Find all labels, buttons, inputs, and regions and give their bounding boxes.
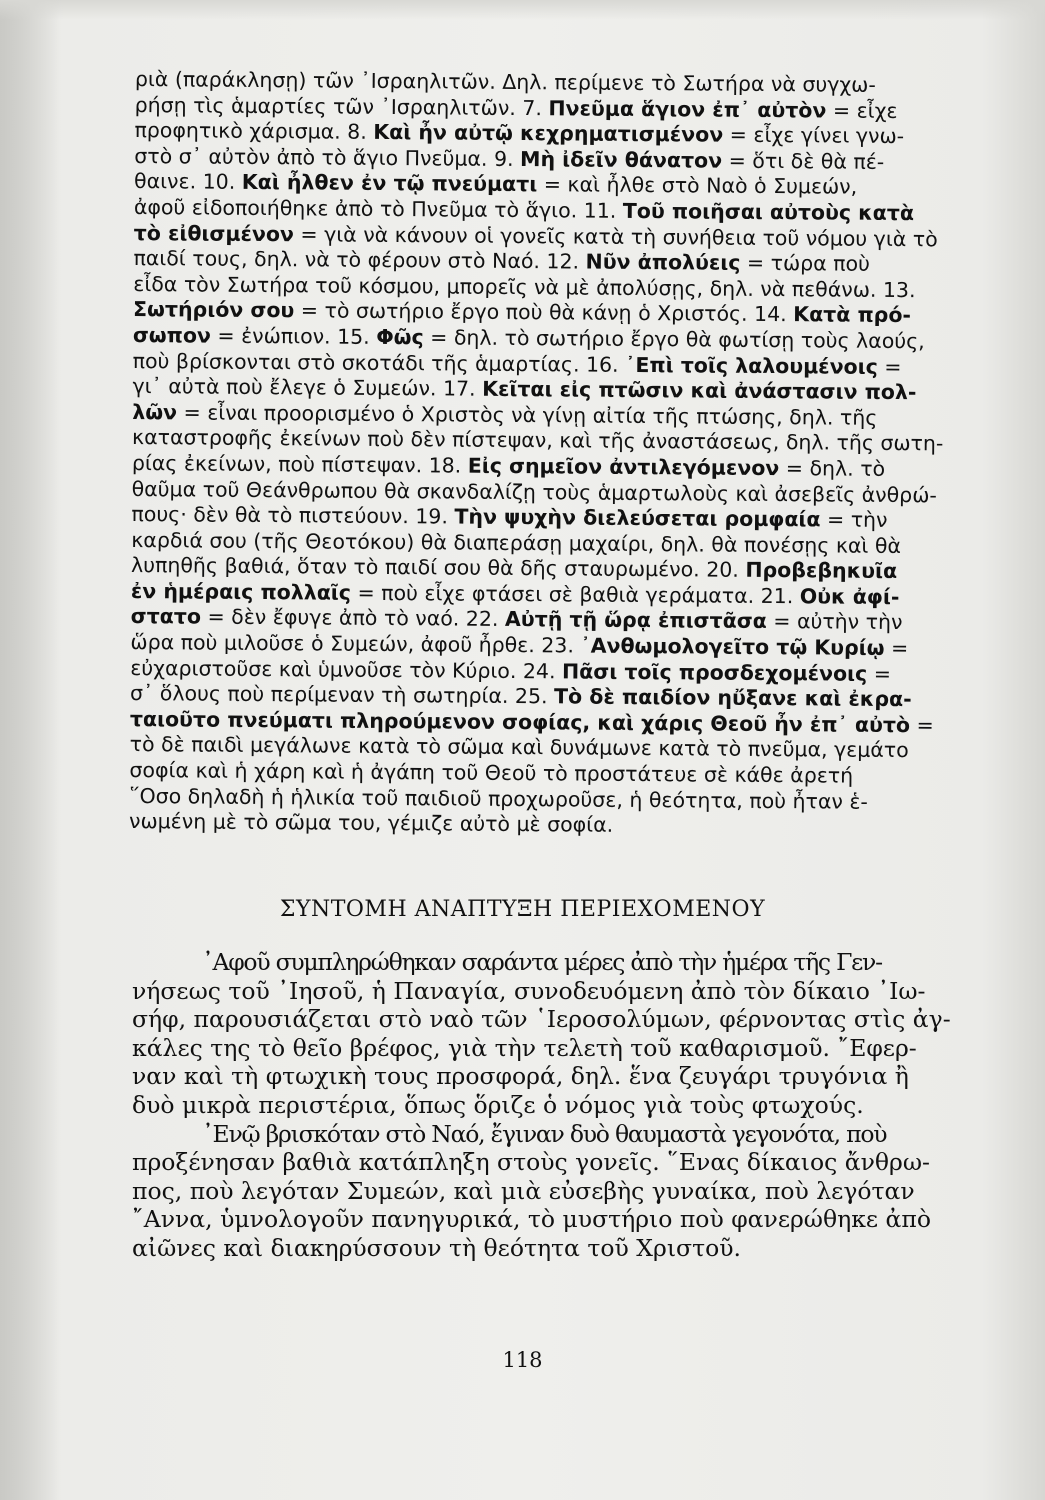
glossary-text: = ἐνώπιον. 15. (210, 323, 377, 349)
glossary-text: = αὐτὴν τὴν (766, 609, 903, 635)
glossary-text: = ποὺ εἶχε φτάσει σὲ βαθιὰ γεράματα. 21. (350, 580, 800, 609)
glossary-text: ἀφοῦ εἰδοποιήθηκε ἀπὸ τὸ Πνεῦμα τὸ ἅγιο. 11. (133, 194, 623, 223)
glossary-term: Κεῖται εἰς πτῶσιν καὶ ἀνάστασιν πολ- (482, 376, 917, 405)
glossary-text: παιδί τους, δηλ. νὰ τὸ φέρουν στὸ Ναό. 12. (133, 246, 586, 274)
glossary-text: ριὰ (παράκλησῃ) τῶν ᾿Ισραηλιτῶν. Δηλ. περίμενε τὸ Σωτήρα νὰ συγχω- (134, 67, 876, 97)
section-title: ΣΥΝΤΟΜΗ ΑΝΑΠΤΥΞΗ ΠΕΡΙΕΧΟΜΕΝΟΥ (279, 897, 766, 922)
glossary-term: Τὴν ψυχὴν διελεύσεται ρομφαία (454, 504, 821, 532)
glossary-term: Σωτήριόν σου (133, 297, 295, 323)
body-line: προξένησαν βαθιὰ κατάπληξη στοὺς γονεῖς. ῞Ενας δίκαιος ἄνθρω- (132, 1148, 930, 1177)
body-line: πος, ποὺ λεγόταν Συμεών, καὶ μιὰ εὐσεβὴς γυναίκα, ποὺ λεγόταν (132, 1176, 915, 1205)
glossary-text: ρήσῃ τὶς ἁμαρτίες τῶν ᾿Ισραηλιτῶν. 7. (134, 92, 549, 120)
glossary-text: καρδιά σου (τῆς Θεοτόκου) θὰ διαπεράσῃ μαχαίρι, δηλ. θὰ πονέσῃς καὶ θὰ (131, 527, 902, 558)
glossary-text: ὥρα ποὺ μιλοῦσε ὁ Συμεών, ἀφοῦ ἦρθε. 23. (130, 630, 581, 658)
glossary-term: Αὐτῇ τῇ ὥρᾳ ἐπιστᾶσα (504, 607, 767, 634)
glossary-text: = γιὰ νὰ κάνουν οἱ γονεῖς κατὰ τὴ συνήθεια τοῦ νόμου γιὰ τὸ (293, 221, 938, 251)
glossary-text: πους· δὲν θὰ τὸ πιστεύουν. 19. (131, 502, 455, 529)
glossary-term: Πνεῦμα ἅγιον ἐπ᾿ αὐτὸν (548, 95, 827, 123)
glossary-text: θαινε. 10. (134, 169, 242, 195)
glossary-term: ᾿Επὶ τοῖς λαλουμένοις (625, 352, 878, 379)
glossary-text: = εἶχε γίνει γνω- (723, 122, 905, 149)
glossary-text: = (867, 661, 892, 686)
glossary-text: στὸ σ᾿ αὐτὸν ἀπὸ τὸ ἅγιο Πνεῦμα. 9. (134, 143, 521, 171)
glossary-term: σωπον (132, 322, 212, 348)
page-top-shadow (0, 0, 1045, 20)
glossary-text: = τώρα ποὺ (740, 250, 871, 276)
glossary-term: λῶν (132, 399, 178, 425)
glossary-term: ἐν ἡμέραις πολλαῖς (130, 578, 352, 605)
glossary-text: = δηλ. τὸ (779, 455, 886, 481)
glossary-text: εὐχαριστοῦσε καὶ ὑμνοῦσε τὸν Κύριο. 24. (130, 655, 563, 684)
glossary-term: Τὸ δὲ παιδίον ηὔξανε καὶ ἐκρα- (554, 684, 912, 712)
glossary-text: = εἶναι προορισμένο ὁ Χριστὸς νὰ γίνῃ αἰτία τῆς πτώσης, δηλ. τῆς (176, 400, 878, 430)
glossary-term: Κατὰ πρό- (793, 302, 912, 328)
glossary-text: = εἶχε (826, 98, 898, 123)
glossary-term: Καὶ ἦλθεν ἐν τῷ πνεύματι (241, 170, 538, 197)
glossary-term: Νῦν ἀπολύεις (585, 249, 741, 275)
glossary-term: Οὐκ ἀφί- (799, 584, 900, 609)
glossary-term: Πᾶσι τοῖς προσδεχομένοις (561, 659, 868, 686)
glossary-term: Τοῦ ποιῆσαι αὐτοὺς κατὰ (622, 198, 915, 226)
glossary-text: = (909, 712, 934, 738)
glossary-term: στατο (130, 604, 202, 630)
glossary-text: ῞Οσο δηλαδὴ ἡ ἡλικία τοῦ παιδιοῦ προχωροῦσε, ἡ θεότητα, ποὺ ἦταν ἑ- (129, 783, 868, 814)
glossary-text: εἶδα τὸν Σωτήρα τοῦ κόσμου, μπορεῖς νὰ μὲ ἀπολύσῃς, δηλ. νὰ πεθάνω. 13. (133, 271, 916, 302)
glossary-text: = δὲν ἔφυγε ἀπὸ τὸ ναό. 22. (200, 605, 506, 632)
glossary-text: = δηλ. τὸ σωτήριο ἔργο θὰ φωτίσῃ τοὺς λαούς, (423, 325, 925, 354)
glossary-text: = (884, 635, 909, 661)
glossary-term: Φῶς (376, 324, 424, 350)
glossary-text: = τὴν (820, 507, 888, 533)
glossary-text: = τὸ σωτήριο ἔργο ποὺ θὰ κάνῃ ὁ Χριστός. 14. (294, 298, 794, 327)
glossary-text: ποὺ βρίσκονται στὸ σκοτάδι τῆς ἁμαρτίας. 16. (132, 348, 626, 377)
content-summary (132, 948, 972, 1263)
glossary-term: τὸ εἰθισμένον (133, 220, 295, 246)
glossary-term: ταιοῦτο πνεύματι πληρούμενον σοφίας, καὶ χάρις Θεοῦ ἦν ἐπ᾿ αὐτὸ (129, 706, 911, 737)
glossary-term: Εἰς σημεῖον ἀντιλεγόμενον (467, 453, 780, 480)
glossary-text: σοφία καὶ ἡ χάρη καὶ ἡ ἀγάπη τοῦ Θεοῦ τὸ προστάτευε σὲ κάθε ἀρετή (129, 758, 854, 788)
body-line: δυὸ μικρὰ περιστέρια, ὅπως ὅριζε ὁ νόμος γιὰ τοὺς φτωχούς. (132, 1090, 864, 1119)
glossary-text: ρίας ἐκείνων, ποὺ πίστεψαν. 18. (131, 450, 468, 478)
glossary-term: Καὶ ἦν αὐτῷ κεχρηματισμένον (373, 120, 724, 147)
page-gutter-shadow (0, 0, 60, 1500)
glossary-text: σ᾿ ὅλους ποὺ περίμεναν τὴ σωτηρία. 25. (129, 681, 555, 709)
body-line: ᾿Ενῷ βρισκόταν στὸ Ναό, ἔγιναν δυὸ θαυμαστὰ γεγονότα, ποὺ (202, 1119, 887, 1148)
glossary-text: = ὅτι δὲ θὰ πέ- (722, 148, 885, 174)
glossary-text: προφητικὸ χάρισμα. 8. (134, 118, 374, 145)
glossary-text: = (877, 354, 902, 379)
glossary-notes (129, 67, 975, 841)
glossary-text: καταστροφῆς ἐκείνων ποὺ δὲν πίστεψαν, καὶ τῆς ἀναστάσεως, δηλ. τῆς σωτη- (131, 425, 944, 456)
body-line: νήσεως τοῦ ᾿Ιησοῦ, ἡ Παναγία, συνοδευόμενη ἀπὸ τὸν δίκαιο ᾿Ιω- (132, 976, 926, 1005)
body-line: ναν καὶ τὴ φτωχικὴ τους προσφορά, δηλ. ἕνα ζευγάρι τρυγόνια ἢ (132, 1062, 909, 1091)
glossary-text: θαῦμα τοῦ Θεάνθρωπου θὰ σκανδαλίζῃ τοὺς ἁμαρτωλοὺς καὶ ἀσεβεῖς ἀνθρώ- (131, 476, 937, 507)
body-line: κάλες της τὸ θεῖο βρέφος, γιὰ τὴν τελετὴ τοῦ καθαρισμοῦ. ῎Εφερ- (132, 1033, 917, 1062)
glossary-term: ᾿Ανθωμολογεῖτο τῷ Κυρίῳ (580, 633, 885, 660)
glossary-text: = καὶ ἦλθε στὸ Ναὸ ὁ Συμεών, (537, 172, 858, 200)
body-line: ᾿Αφοῦ συμπληρώθηκαν σαράντα μέρες ἀπὸ τὴν ἡμέρα τῆς Γεν- (202, 948, 882, 976)
body-line: σήφ, παρουσιάζεται στὸ ναὸ τῶν ῾Ιεροσολύμων, φέρνοντας στὶς ἀγ- (132, 1005, 951, 1034)
page-number: 118 (502, 1348, 543, 1372)
body-line: αἰῶνες καὶ διακηρύσσουν τὴ θεότητα τοῦ Χριστοῦ. (132, 1233, 742, 1262)
glossary-term: Προβεβηκυῖα (745, 558, 898, 584)
glossary-text: γι᾿ αὐτὰ ποὺ ἔλεγε ὁ Συμεών. 17. (132, 374, 483, 401)
body-line: ῎Αννα, ὑμνολογοῦν πανηγυρικά, τὸ μυστήριο ποὺ φανερώθηκε ἀπὸ (132, 1205, 931, 1234)
glossary-text: νωμένη μὲ τὸ σῶμα του, γέμιζε αὐτὸ μὲ σοφία. (128, 809, 614, 837)
glossary-term: Μὴ ἰδεῖν θάνατον (520, 146, 723, 173)
glossary-text: λυπηθῆς βαθιά, ὅταν τὸ παιδί σου θὰ δῆς σταυρωμένο. 20. (130, 553, 746, 583)
glossary-text: τὸ δὲ παιδὶ μεγάλωνε κατὰ τὸ σῶμα καὶ δυνάμωνε κατὰ τὸ πνεῦμα, γεμάτο (129, 732, 909, 763)
